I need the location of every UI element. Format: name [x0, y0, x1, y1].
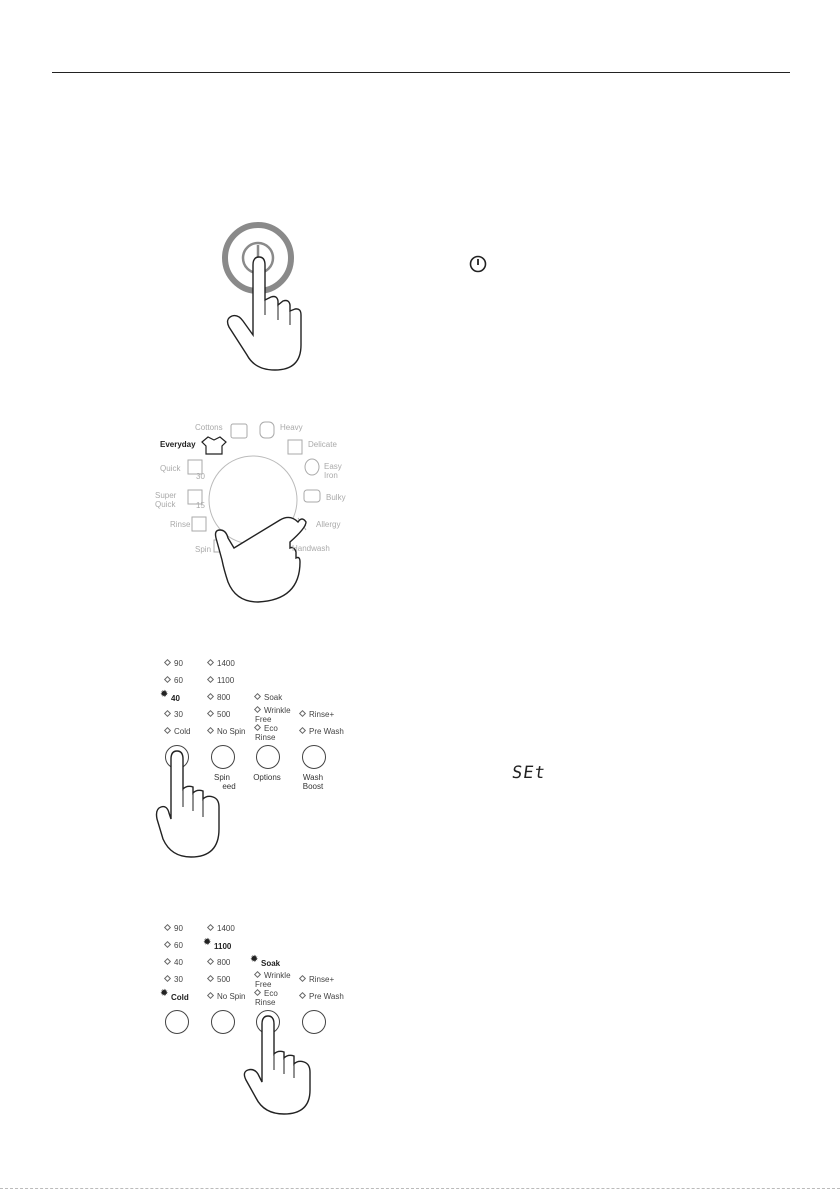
program-handwash: Handwash	[292, 544, 330, 553]
indicator-light-icon	[251, 958, 260, 967]
program-everyday: Everyday	[160, 440, 196, 449]
program-spin: Spin	[195, 545, 212, 554]
speed-no-spin: No Spin	[208, 992, 245, 1001]
temp-60: 60	[165, 941, 183, 950]
boost-pre-wash: Pre Wash	[300, 727, 344, 736]
speed-800: 800	[208, 958, 230, 967]
speed-1100: 1100	[208, 676, 234, 685]
display-set-text: SEt	[510, 763, 548, 783]
pointing-hand-illustration	[155, 745, 235, 865]
temp-30: 30	[165, 710, 183, 719]
speed-no-spin: No Spin	[208, 727, 245, 736]
indicator-light-icon	[161, 693, 170, 702]
pointing-hand-illustration	[240, 1010, 320, 1120]
program-quick: Quick	[160, 464, 181, 473]
wash-temp-button[interactable]	[165, 1010, 189, 1034]
spin-speed-button[interactable]	[211, 1010, 235, 1034]
temp-cold-selected: ✹Cold	[161, 992, 189, 1002]
temp-30: 30	[165, 975, 183, 984]
speed-800: 800	[208, 693, 230, 702]
program-dial-illustration	[140, 410, 370, 610]
option-soak-selected: ✹Soak	[251, 958, 280, 968]
indicator-light-icon	[161, 992, 170, 1001]
speed-500: 500	[208, 710, 230, 719]
spin-speed-label-line2: eed	[222, 782, 236, 791]
wash-boost-label-line1: Wash	[302, 773, 324, 782]
temp-90: 90	[165, 659, 183, 668]
boost-rinse-plus: Rinse+	[300, 710, 334, 719]
program-super-quick-minutes: 15	[196, 501, 205, 510]
spin-speed-label-line1: Spin	[213, 773, 230, 782]
control-panel-2	[155, 920, 355, 1120]
speed-500: 500	[208, 975, 230, 984]
program-quick-minutes: 30	[196, 472, 205, 481]
option-soak: Soak	[255, 693, 282, 702]
program-easy-iron-line2: Iron	[324, 471, 338, 480]
program-delicate: Delicate	[308, 440, 337, 449]
temp-60: 60	[165, 676, 183, 685]
options-label: Options	[253, 773, 281, 782]
footer-rule	[0, 1188, 840, 1189]
temp-40-selected: ✹40	[161, 693, 180, 703]
control-panel-1	[155, 655, 355, 865]
option-eco-rinse: Eco Rinse	[255, 989, 278, 1007]
temp-90: 90	[165, 924, 183, 933]
option-eco-rinse: Eco Rinse	[255, 724, 278, 742]
program-bulky: Bulky	[326, 493, 346, 502]
program-super-quick-line2: Quick	[155, 500, 176, 509]
temp-40: 40	[165, 958, 183, 967]
boost-rinse-plus: Rinse+	[300, 975, 334, 984]
indicator-light-icon	[204, 941, 213, 950]
program-allergy: Allergy	[316, 520, 341, 529]
option-wrinkle-free: Wrinkle Free	[255, 971, 291, 989]
program-heavy: Heavy	[280, 423, 303, 432]
program-super-quick-line1: Super	[155, 491, 177, 500]
temp-cold: Cold	[165, 727, 190, 736]
option-wrinkle-free: Wrinkle Free	[255, 706, 291, 724]
header-rule	[52, 72, 790, 73]
boost-pre-wash: Pre Wash	[300, 992, 344, 1001]
options-button[interactable]	[256, 745, 280, 769]
speed-1100-selected: ✹1100	[204, 941, 231, 951]
power-button-illustration	[215, 215, 315, 375]
program-rinse: Rinse	[170, 520, 191, 529]
speed-1400: 1400	[208, 659, 235, 668]
power-icon	[469, 255, 487, 273]
wash-boost-button[interactable]	[302, 745, 326, 769]
wash-boost-label-line2: Boost	[302, 782, 324, 791]
speed-1400: 1400	[208, 924, 235, 933]
program-easy-iron-line1: Easy	[324, 462, 342, 471]
program-cottons: Cottons	[195, 423, 223, 432]
